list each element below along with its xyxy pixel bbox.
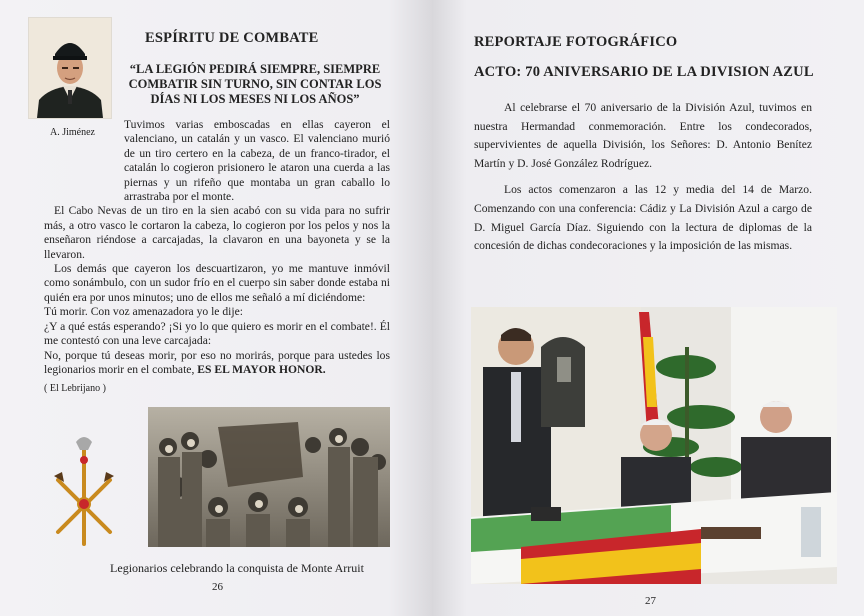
author-credit: ( El Lebrijano ) (44, 383, 106, 394)
quote-line: DÍAS NI LOS MESES NI LOS AÑOS” (150, 92, 360, 106)
event-title: ACTO: 70 ANIVERSARIO DE LA DIVISION AZUL (474, 64, 814, 80)
soldier-portrait-image (29, 18, 111, 118)
portrait-photo (28, 17, 112, 119)
paragraph (44, 349, 390, 378)
paragraph: Al celebrarse el 70 aniversario de la División Azul, tuvimos en nuestra Hermandad conmemoración. Entre los condecorados, supervivientes de aquella División, los Señores: D. Antonio Benítez Martín y D. José González Rodríguez. (474, 101, 812, 170)
quote-line: COMBATIR SIN TURNO, SIN CONTAR LOS (128, 77, 382, 91)
paragraph: Los actos comenzaron a las 12 y media del 14 de Marzo. Comenzando con una conferencia: Cádiz y La División Azul a cargo de D. Miguel García Díaz. Siguiendo con la lectura de diplomas de la concesión de dichas condecoraciones y la imposición de las mismas. (474, 183, 812, 253)
report-body (474, 99, 812, 264)
paragraph-text: No, porque tú deseas morir, por eso no morirás, porque para ustedes los legionarios morir en el combate, (44, 348, 390, 376)
legionaries-group-image (148, 407, 390, 547)
page-number: 27 (645, 595, 656, 607)
photo-caption: Legionarios celebrando la conquista de Monte Arruit (110, 561, 364, 575)
paragraph: Tuvimos varias emboscadas en ellas cayeron el valenciano, un catalán y un vasco. El valenciano murió de un tiro certero en la cabeza, de un franco-tirador, el catalán lo cogieron prisionero le ataron una cuerda a las piernas y un rifeño que montaba un gran caballo lo arrastraba por el monte. (124, 118, 390, 204)
section-title: REPORTAJE FOTOGRÁFICO (474, 34, 678, 50)
portrait-caption: A. Jiménez (50, 127, 95, 138)
ceremony-photo (471, 307, 837, 584)
page-title: ESPÍRITU DE COMBATE (145, 30, 319, 46)
ceremony-scene-image (471, 307, 837, 584)
emphasis-text: ES EL MAYOR HONOR. (197, 362, 326, 376)
paragraph: Los demás que cayeron los descuartizaron, yo me mantuve inmóvil como sonámbulo, con un sudor frío en el cuerpo sin saber donde estaba ni quién era por unos minutos; uno de ellos me señaló a mí diciéndome: (44, 262, 390, 304)
paragraph: ¿Y a qué estás esperando? ¡Si yo lo que quiero es morir en el combate!. Él me contestó con una leve carcajada: (44, 319, 390, 348)
paragraph: Tú morir. Con voz amenazadora yo le dije: (44, 305, 243, 319)
quote-line: “LA LEGIÓN PEDIRÁ SIEMPRE, SIEMPRE (129, 62, 381, 76)
legion-quote (120, 62, 390, 107)
paragraph: El Cabo Nevas de un tiro en la sien acabó con su vida para no sufrir más, a otro vasco le cortaron la cabeza, lo cogieron por los pelos y nos la enseñaron riéndose a carcajadas, la clavaron en una bayoneta y se la llevaron. (44, 204, 390, 261)
legion-emblem-icon (48, 432, 120, 552)
story-body (44, 118, 390, 377)
legionaries-photo (148, 407, 390, 547)
page-number: 26 (212, 581, 223, 593)
